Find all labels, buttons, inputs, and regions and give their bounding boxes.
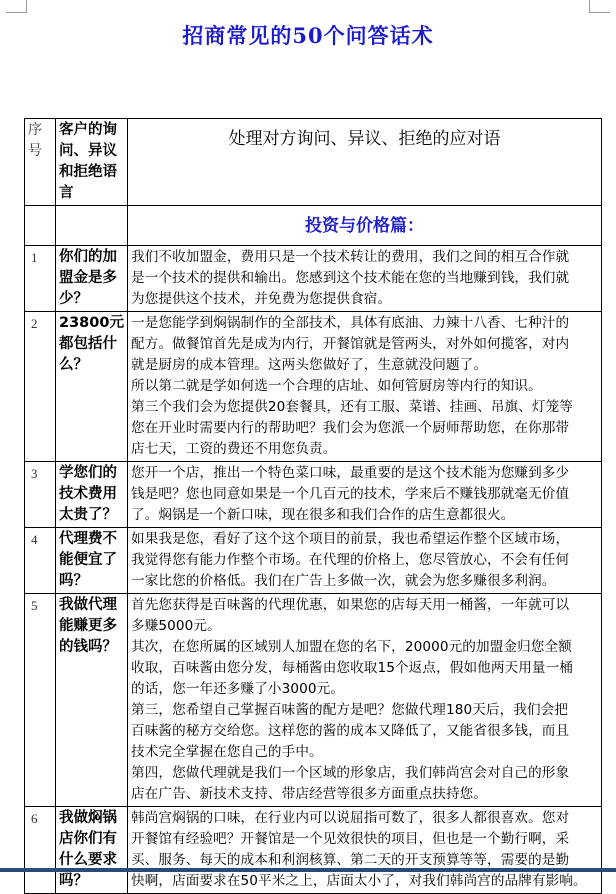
- answer-line: 第三，您希望自己掌握百味酱的配方是吧？您做代理180天后，我们会把: [131, 702, 569, 718]
- answer-line: 店在广告、新技术支持、带店经营等很多方面重点扶持您。: [131, 786, 488, 802]
- document-title: 招商常见的50个问答话术: [182, 23, 434, 48]
- row-question: 学您们的技术费用太贵了？: [56, 462, 128, 528]
- row-answer: [128, 462, 602, 528]
- page-corner-mark: [589, 0, 610, 13]
- empty-cell: [56, 206, 128, 246]
- table-row: [25, 528, 602, 594]
- answer-line: 如果我是您，看好了这个这个项目的前景，我也希望运作整个区域市场，: [131, 531, 570, 547]
- answer-line: 快啊，店面要求在50平米之上，店面太小了，对我们韩尚宫的品牌有影响。: [131, 873, 587, 889]
- row-question: 代理费不能便宜了吗？: [56, 528, 128, 594]
- answer-line: 一家比您的价格低。我们在广告上多做一次，就会为您多赚很多利润。: [131, 573, 556, 589]
- row-answer: [128, 807, 602, 894]
- qa-table: [24, 118, 602, 894]
- answer-line: 开餐馆有经验吧？开餐馆是一个见效很快的项目，但也是一个勤行啊，采: [131, 831, 570, 847]
- table-header-row: [25, 119, 602, 206]
- answer-line: 第四，您做代理就是我们一个区域的形象店，我们韩尚宫会对自己的形象: [131, 765, 570, 781]
- row-answer: [128, 528, 602, 594]
- table-row: [25, 312, 602, 462]
- row-number: 2: [25, 312, 56, 462]
- row-number: 5: [25, 594, 56, 807]
- row-question: 23800元都包括什么？: [56, 312, 128, 462]
- answer-line: 是一个技术的提供和输出。您感到这个技术能在您的当地赚到钱，我们就: [131, 270, 570, 286]
- section-title: 投资与价格篇：: [128, 206, 602, 246]
- table-row: [25, 462, 602, 528]
- row-answer: [128, 312, 602, 462]
- row-answer: [128, 594, 602, 807]
- row-number: 3: [25, 462, 56, 528]
- answer-line: 您在开业时需要内行的帮助吧？我们会为您派一个厨师帮助您，在你那带: [131, 420, 570, 436]
- answer-line: 我觉得您有能力作整个市场。在代理的价格上，您尽管放心，不会有任何: [131, 552, 570, 568]
- row-number: 4: [25, 528, 56, 594]
- answer-line: 百味酱的秘方交给您。这样您的酱的成本又降低了，又能省很多钱，而且: [131, 723, 570, 739]
- answer-line: 钱是吧？您也同意如果是一个几百元的技术，学来后不赚钱那就毫无价值: [131, 486, 570, 502]
- header-num: 序号: [25, 119, 56, 206]
- answer-line: 就是厨房的成本管理。这两头您做好了，生意就没问题了。: [131, 357, 488, 373]
- answer-line: 配方。做餐馆首先是成为内行，开餐馆就是管两头，对外如何揽客，对内: [131, 336, 570, 352]
- answer-line: 一是您能学到焖锅制作的全部技术，具体有底油、力辣十八香、七种汁的: [131, 315, 570, 331]
- section-row: [25, 206, 602, 246]
- row-question: 我做代理能赚更多的钱吗？: [56, 594, 128, 807]
- page-corner-mark: [6, 0, 27, 13]
- answer-line: 首先您获得是百味酱的代理优惠，如果您的店每天用一桶酱，一年就可以: [131, 597, 570, 613]
- header-answer: 处理对方询问、异议、拒绝的应对语: [128, 119, 602, 206]
- answer-line: 买、服务、每天的成本和利润核算、第二天的开支预算等等，需要的是勤: [131, 852, 570, 868]
- answer-line: 其次，在您所属的区域别人加盟在您的名下，20000元的加盟金归您全额: [131, 639, 572, 655]
- answer-line: 店七天，工资的费还不用您负责。: [131, 441, 337, 457]
- header-question: 客户的询问、异议和拒绝语言: [56, 119, 128, 206]
- answer-line: 您开一个店，推出一个特色菜口味，最重要的是这个技术能为您赚到多少: [131, 465, 570, 481]
- row-number: 6: [25, 807, 56, 894]
- answer-line: 我们不收加盟金，费用只是一个技术转让的费用，我们之间的相互合作就: [131, 249, 570, 265]
- answer-line: 多赚5000元。: [131, 618, 221, 634]
- answer-line: 所以第二就是学如何选一个合理的店址、如何管厨房等内行的知识。: [131, 378, 542, 394]
- answer-line: 第三个我们会为您提供20套餐具，还有工服、菜谱、挂画、吊旗、灯笼等: [131, 399, 574, 415]
- answer-line: 了。焖锅是一个新口味，现在很多和我们合作的店生意都很火。: [131, 507, 515, 523]
- answer-line: 技术完全掌握在您自己的手中。: [131, 744, 323, 760]
- row-number: 1: [25, 246, 56, 312]
- table-row: [25, 807, 602, 894]
- row-answer: [128, 246, 602, 312]
- answer-line: 韩尚宫焖锅的口味，在行业内可以说屈指可数了，很多人都很喜欢。您对: [131, 810, 570, 826]
- empty-cell: [25, 206, 56, 246]
- table-row: [25, 594, 602, 807]
- answer-line: 收取，百味酱由您分发，每桶酱由您收取15个返点，假如他两天用量一桶: [131, 660, 574, 676]
- row-question: 你们的加盟金是多少？: [56, 246, 128, 312]
- table-row: [25, 246, 602, 312]
- answer-line: 为您提供这个技术，并免费为您提供食宿。: [131, 291, 392, 307]
- row-question: 我做焖锅店你们有什么要求吗？: [56, 807, 128, 894]
- answer-line: 的话，您一年还多赚了小3000元。: [131, 681, 345, 697]
- window-bottom-bar: [0, 868, 616, 872]
